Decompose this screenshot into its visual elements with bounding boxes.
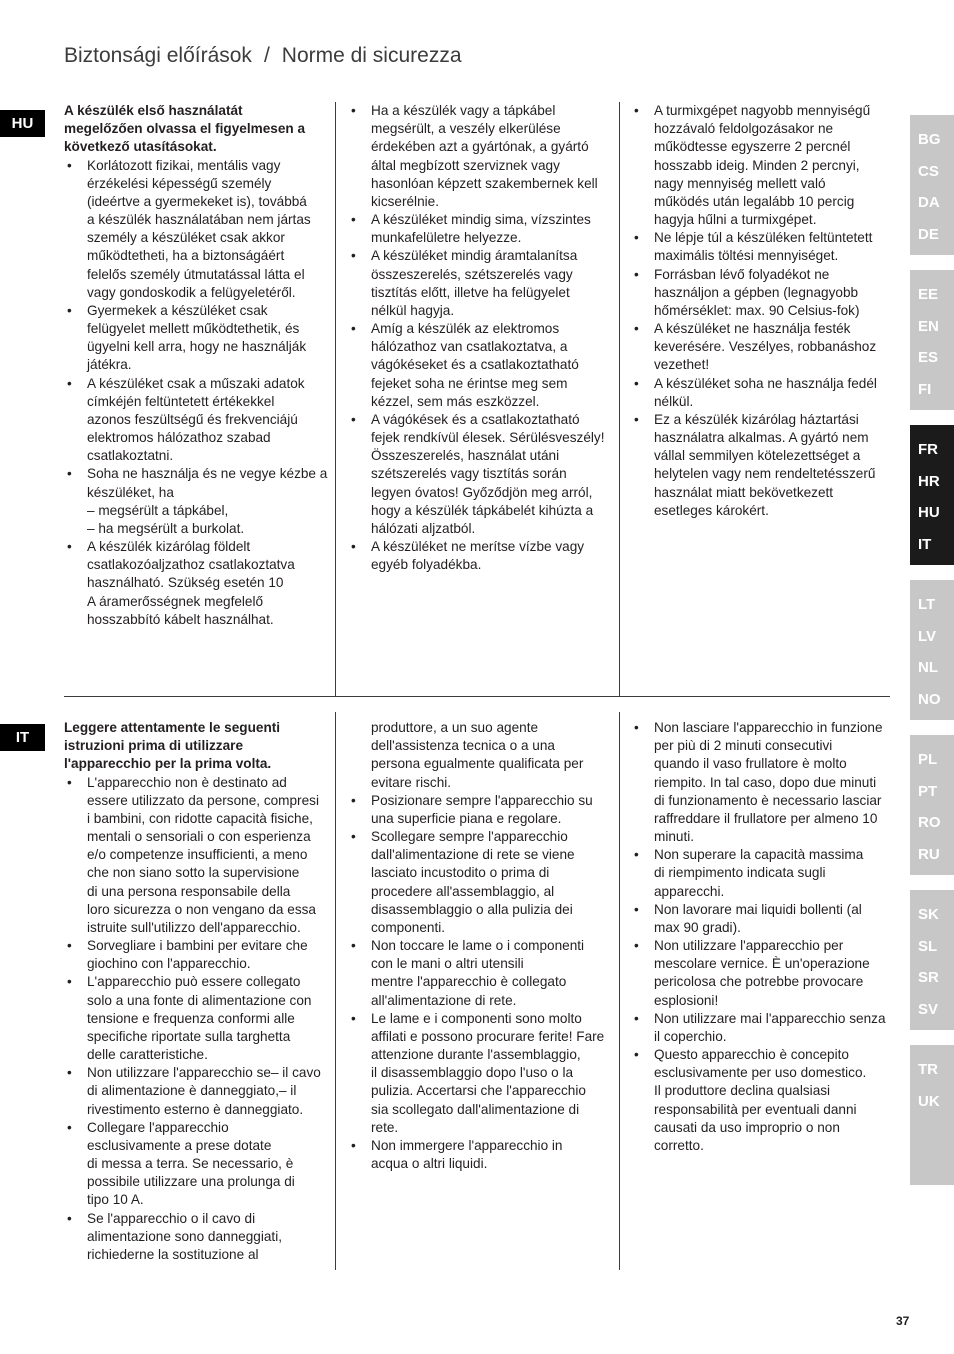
bullet-marker: • <box>67 466 72 482</box>
bullet-item <box>631 375 893 411</box>
bullet-item <box>64 1210 333 1265</box>
bullet-text: L'apparecchio non è destinato ad essere utilizzato da persone, compresi i bambini, con ridotte capacità fisiche, mentali o sensoriali o con esperienza e/o competenze insufficienti, a meno che non siano sotto la supervisione di una persona responsabile della loro sicurezza o non vengano da essa istruite sull'utilizzo dell'apparecchio. <box>87 774 319 935</box>
language-sidebar <box>910 0 954 1354</box>
language-tab-hr: HR <box>918 472 940 490</box>
bullet-item <box>631 320 893 375</box>
intro-heading: A készülék első használatát megelőzően olvassa el figyelmesen a következő utasításokat. <box>64 103 306 155</box>
language-group <box>910 580 954 720</box>
bullet-marker: • <box>351 321 356 337</box>
language-tab-sl: SL <box>918 937 938 955</box>
bullet-item <box>631 411 893 520</box>
language-tab-no: NO <box>918 691 941 709</box>
bullet-item <box>631 937 893 1010</box>
bullet-text: A készülék kizárólag földelt csatlakozóaljzathoz csatlakoztatva használható. Szükség esetén 10 A áramerősségnek megfelelő hosszabbító kábelt használhat. <box>87 539 295 627</box>
page-number: 37 <box>896 1314 910 1328</box>
bullet-marker: • <box>634 720 639 735</box>
language-tab-bg: BG <box>918 131 941 148</box>
language-tab-hu: HU <box>918 504 940 522</box>
bullet-text: L'apparecchio può essere collegato solo a una fonte di alimentazione con tensione e frequenza conformi alle specifiche riportate sulla targhetta delle caratteristiche. <box>87 974 312 1063</box>
language-tab-ro: RO <box>918 814 941 832</box>
bullet-marker: • <box>67 1065 72 1081</box>
bullet-item <box>348 792 614 828</box>
language-tab-da: DA <box>918 194 940 212</box>
language-tab-uk: UK <box>918 1092 940 1110</box>
bullet-text: Soha ne használja és ne vegye kézbe a készüléket, ha – megsérült a tápkábel, – ha megsérült a burkolat. <box>87 466 328 536</box>
bullet-marker: • <box>351 411 356 427</box>
bullet-text: Non toccare le lame o i componenti con le mani o altri utensili mentre l'apparecchio è collegato all'alimentazione di rete. <box>371 938 585 1008</box>
bullet-text: Collegare l'apparecchio esclusivamente a prese dotate di messa a terra. Se necessario, è possibile utilizzare una prolunga di tipo 10 A. <box>87 1119 295 1208</box>
bullet-item <box>348 828 614 937</box>
language-tab-es: ES <box>918 349 939 367</box>
bullet-item <box>631 846 893 901</box>
column-3 <box>631 102 893 520</box>
language-group <box>910 115 954 255</box>
bullet-text: Ez a készülék kizárólag háztartási használatra alkalmas. A gyártó nem vállal semmilyen kötelezettséget a helytelen vagy nem rendeltetésszerű használat miatt bekövetkezett esetleges károkért. <box>654 411 876 518</box>
bullet-text: A készüléket ne merítse vízbe vagy egyéb folyadékba. <box>371 539 585 573</box>
bullet-item <box>64 1119 333 1210</box>
bullet-marker: • <box>67 774 72 790</box>
bullet-item <box>64 1064 333 1119</box>
bullet-marker: • <box>351 248 356 264</box>
bullet-marker: • <box>351 829 356 845</box>
bullet-text: Non lavorare mai liquidi bollenti (al max 90 gradi). <box>654 901 862 935</box>
bullet-text: Ha a készülék vagy a tápkábel megsérült, a veszély elkerülése érdekében azt a gyártónak, a gyártó által megbízott szerviznek vagy hasonlóan képzett szakembernek kell kicserélnie. <box>371 103 598 209</box>
bullet-item <box>348 247 614 320</box>
bullet-text: Non utilizzare l'apparecchio se– il cavo di alimentazione è danneggiato,– il rivestimento esterno è danneggiato. <box>87 1065 321 1117</box>
bullet-marker: • <box>67 1119 72 1135</box>
bullet-text: Forrásban lévő folyadékot ne használjon a gépben (legnagyobb hőmérséklet: max. 90 Celsius-fok) <box>654 266 860 318</box>
bullet-text: A turmixgépet nagyobb mennyiségű hozzávaló feldolgozásakor ne működtesse egyszerre 2 percnél hosszabb ideig. Minden 2 percnyi, nagy mennyiség mellett való működés után legalább 10 percig hagyja hűlni a turmixgépet. <box>654 103 871 228</box>
bullet-text: A készüléket ne használja festék keverésére. Veszélyes, robbanáshoz vezethet! <box>654 321 877 373</box>
bullet-marker: • <box>67 157 72 173</box>
bullet-item <box>64 973 333 1064</box>
language-tab-en: EN <box>918 317 939 335</box>
language-tab-tr: TR <box>918 1061 938 1078</box>
bullet-marker: • <box>634 1047 639 1063</box>
bullet-text: Non immergere l'apparecchio in acqua o altri liquidi. <box>371 1137 563 1172</box>
bullet-item <box>631 102 893 229</box>
column-3 <box>631 719 893 1155</box>
bullet-text: A vágókések és a csatlakoztatható fejek rendkívül élesek. Sérülésveszély! Összeszerelés, használat utáni szétszerelés vagy tisztítás során legyen óvatos! Győződjön meg arról, hogy a készülék tápkábelét kihúzta a hálózati aljzatból. <box>371 411 605 536</box>
bullet-text: A készüléket mindig áramtalanítsa összeszerelés, szétszerelés vagy tisztítás előtt, illetve ha felügyelet nélkül hagyja. <box>371 248 578 318</box>
bullet-text: Non utilizzare l'apparecchio per mescolare vernice. È un'operazione pericolosa che potrebbe provocare esplosioni! <box>654 938 870 1008</box>
bullet-text: Le lame e i componenti sono molto affilati e possono procurare ferite! Fare attenzione durante l'assemblaggio, il disassemblaggio dopo l'uso o la pulizia. Accertarsi che l'apparecchio sia scollegato dall'alimentazione di rete. <box>371 1010 605 1135</box>
section-tab-hu: HU <box>0 110 45 137</box>
bullet-marker: • <box>634 847 639 863</box>
bullet-item <box>348 211 614 247</box>
bullet-marker: • <box>634 411 639 427</box>
bullet-marker: • <box>634 375 639 391</box>
language-tab-fr: FR <box>918 441 938 458</box>
bullet-text: A készüléket csak a műszaki adatok címkéjén feltüntetett értékekkel azonos feszültségű és frekvenciájú elektromos hálózathoz szabad csatlakoztatni. <box>87 375 305 464</box>
bullet-item <box>631 719 893 846</box>
bullet-text: A készüléket soha ne használja fedél nélkül. <box>654 375 877 409</box>
bullet-marker: • <box>67 539 72 555</box>
bullet-item <box>64 465 333 538</box>
language-tab-pt: PT <box>918 782 938 800</box>
column-divider <box>619 712 620 1270</box>
bullet-item <box>631 1046 893 1155</box>
bullet-item <box>64 774 333 938</box>
bullet-text: Gyermekek a készüléket csak felügyelet mellett működtethetik, és ügyelni kell arra, hogy ne használják játékra. <box>87 302 307 373</box>
language-tab-de: DE <box>918 226 939 244</box>
bullet-marker: • <box>634 901 639 917</box>
bullet-item <box>348 320 614 411</box>
bullet-marker: • <box>351 1010 356 1026</box>
bullet-text: Korlátozott fizikai, mentális vagy érzékelési képességű személy (ideértve a gyermekeket is), továbbá a készülék használatában nem jártas személy a készüléket csak akkor működtetheti, ha a biztonságáért felelős személy útmutatással látta el vagy gondoskodik a felügyeletéről. <box>87 157 311 300</box>
bullet-marker: • <box>634 266 639 282</box>
bullet-item <box>64 375 333 466</box>
column-2 <box>348 102 614 574</box>
bullet-marker: • <box>351 539 356 555</box>
language-group <box>910 890 954 1030</box>
column-1 <box>64 719 333 1264</box>
bullet-text: Scollegare sempre l'apparecchio dall'alimentazione di rete se viene lasciato incustodito o prima di procedere all'assemblaggio, al disassemblaggio o alla pulizia dei componenti. <box>371 829 575 935</box>
language-tab-lv: LV <box>918 627 937 645</box>
bullet-item <box>631 266 893 321</box>
bullet-marker: • <box>634 230 639 246</box>
bullet-item <box>64 937 333 973</box>
page-title <box>64 44 462 68</box>
bullet-item <box>631 901 893 937</box>
column-1 <box>64 102 333 629</box>
bullet-item <box>348 538 614 574</box>
bullet-text: Posizionare sempre l'apparecchio su una superficie piana e regolare. <box>371 792 593 826</box>
column-divider <box>335 712 336 1270</box>
bullet-item <box>348 102 614 211</box>
section-tab-it: IT <box>0 724 45 751</box>
language-group <box>910 425 954 565</box>
language-tab-fi: FI <box>918 381 932 399</box>
column-divider <box>619 102 620 696</box>
language-tab-pl: PL <box>918 751 938 768</box>
language-group <box>910 735 954 875</box>
intro-heading: Leggere attentamente le seguenti istruzioni prima di utilizzare l'apparecchio per la prima volta. <box>64 720 281 772</box>
bullet-item <box>348 1137 614 1173</box>
section-divider <box>64 696 890 697</box>
bullet-marker: • <box>351 212 356 228</box>
language-group <box>910 1045 954 1185</box>
language-group <box>910 270 954 410</box>
bullet-item <box>64 302 333 375</box>
title-italian: Norme di sicurezza <box>281 44 462 67</box>
bullet-item <box>64 538 333 629</box>
bullet-item <box>631 229 893 265</box>
bullet-item <box>348 937 614 1010</box>
bullet-item <box>348 1010 614 1137</box>
language-tab-sv: SV <box>918 1001 939 1019</box>
bullet-text: Ne lépje túl a készüléken feltüntetett maximális töltési mennyiséget. <box>654 230 873 264</box>
bullet-marker: • <box>634 103 639 118</box>
bullet-marker: • <box>634 1010 639 1026</box>
language-tab-it: IT <box>918 536 932 554</box>
bullet-marker: • <box>351 103 356 118</box>
language-tab-cs: CS <box>918 162 939 180</box>
bullet-marker: • <box>67 1210 72 1226</box>
language-tab-lt: LT <box>918 596 936 613</box>
bullet-text: Non lasciare l'apparecchio in funzione per più di 2 minuti consecutivi quando il vaso frullatore è molto riempito. In tal caso, dopo due minuti di funzionamento è necessario lasciar raffreddare il frullatore per almeno 10 minuti. <box>654 720 883 845</box>
column-divider <box>335 102 336 696</box>
continued-text: produttore, a un suo agente dell'assistenza tecnica o a una persona egualmente qualificata per evitare rischi. <box>371 720 584 790</box>
bullet-item <box>64 157 333 302</box>
bullet-marker: • <box>351 1137 356 1153</box>
title-separator: / <box>263 44 270 67</box>
bullet-text: Se l'apparecchio o il cavo di alimentazione sono danneggiati, richiederne la sostituzione al <box>87 1210 282 1262</box>
bullet-marker: • <box>351 792 356 808</box>
bullet-text: Non utilizzare mai l'apparecchio senza il coperchio. <box>654 1010 886 1044</box>
language-tab-ee: EE <box>918 286 939 303</box>
language-tab-sk: SK <box>918 906 939 923</box>
bullet-text: Questo apparecchio è concepito esclusivamente per uso domestico. Il produttore declina qualsiasi responsabilità per eventuali danni causati da uso improprio o non corretto. <box>654 1047 867 1153</box>
bullet-text: Non superare la capacità massima di riempimento indicata sugli apparecchi. <box>654 847 864 899</box>
bullet-text: Sorvegliare i bambini per evitare che giochino con l'apparecchio. <box>87 938 308 972</box>
language-tab-sr: SR <box>918 969 939 987</box>
bullet-item <box>348 411 614 538</box>
bullet-text: Amíg a készülék az elektromos hálózathoz van csatlakoztatva, a vágókéseket és a csatlakoztatható fejeket soha ne érintse meg sem kézzel, sem más eszközzel. <box>371 321 579 409</box>
bullet-marker: • <box>67 974 72 990</box>
title-hungarian: Biztonsági előírások <box>64 44 252 67</box>
language-tab-nl: NL <box>918 659 938 677</box>
bullet-marker: • <box>67 375 72 391</box>
language-tab-ru: RU <box>918 846 940 864</box>
bullet-marker: • <box>634 938 639 954</box>
bullet-marker: • <box>351 938 356 954</box>
bullet-text: A készüléket mindig sima, vízszintes munkafelületre helyezze. <box>371 212 591 246</box>
column-2 <box>348 719 614 1173</box>
bullet-marker: • <box>67 938 72 954</box>
bullet-item <box>631 1010 893 1046</box>
bullet-marker: • <box>634 321 639 337</box>
bullet-marker: • <box>67 302 72 318</box>
